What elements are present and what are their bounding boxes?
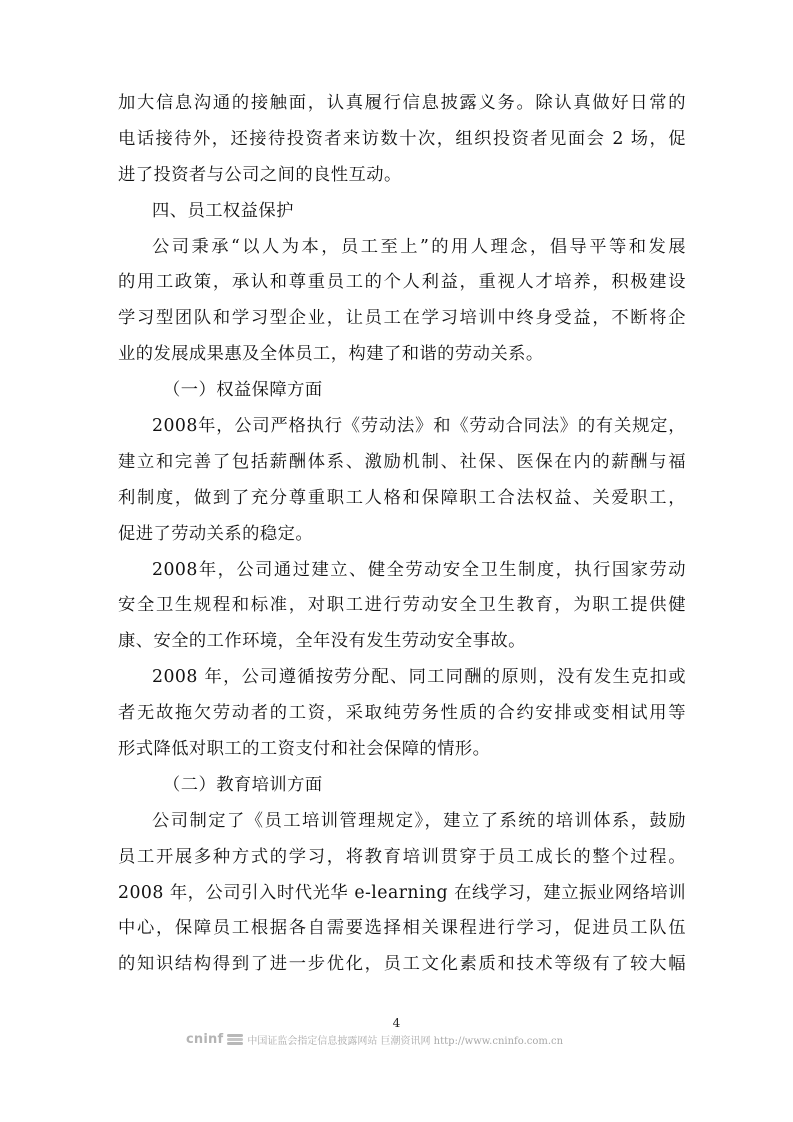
- paragraph-line: 安全卫生规程和标准，对职工进行劳动安全卫生教育，为职工提供健: [118, 595, 686, 616]
- body-text: [118, 86, 686, 983]
- cninfo-logo-text: cninf: [186, 1031, 224, 1047]
- paragraph-line: 形式降低对职工的工资支付和社会保障的情形。: [118, 739, 491, 760]
- paragraph-line: 员工开展多种方式的学习，将教育培训贯穿于员工成长的整个过程。: [118, 846, 686, 867]
- paragraph-line: 业的发展成果惠及全体员工，构建了和谐的劳动关系。: [118, 344, 544, 365]
- paragraph-line: 促进了劳动关系的稳定。: [118, 523, 314, 544]
- paragraph-line: 2008 年，公司引入时代光华 e-learning 在线学习，建立振业网络培训: [118, 882, 686, 903]
- paragraph-line: 利制度，做到了充分尊重职工人格和保障职工合法权益、关爱职工，: [118, 487, 686, 508]
- paragraph-line: 公司制定了《员工培训管理规定》，建立了系统的培训体系，鼓励: [152, 810, 686, 831]
- paragraph-line: 进了投资者与公司之间的良性互动。: [118, 164, 402, 185]
- paragraph-line: 2008 年，公司遵循按劳分配、同工同酬的原则，没有发生克扣或: [152, 667, 686, 688]
- paragraph-line: 2008年，公司通过建立、健全劳动安全卫生制度，执行国家劳动: [152, 559, 686, 580]
- subsection-heading: （二）教育培训方面: [163, 774, 323, 795]
- footer-source-line: 中国证监会指定信息披露网站 巨潮资讯网 http://www.cninfo.com.cn: [247, 1035, 564, 1047]
- paragraph-line: 的知识结构得到了进一步优化，员工文化素质和技术等级有了较大幅: [118, 954, 686, 975]
- paragraph-line: 康、安全的工作环境，全年没有发生劳动安全事故。: [118, 631, 526, 652]
- paragraph-line: 建立和完善了包括薪酬体系、激励机制、社保、医保在内的薪酬与福: [118, 451, 686, 472]
- paragraph-line: 电话接待外，还接待投资者来访数十次，组织投资者见面会 2 场，促: [118, 128, 686, 149]
- cninfo-logo-icon: [227, 1032, 243, 1046]
- paragraph-line: 加大信息沟通的接触面，认真履行信息披露义务。除认真做好日常的: [118, 93, 686, 113]
- paragraph-line: 公司秉承“以人为本，员工至上”的用人理念，倡导平等和发展: [152, 236, 686, 257]
- page-number: 4: [392, 1016, 401, 1030]
- paragraph-line: 中心，保障员工根据各自需要选择相关课程进行学习，促进员工队伍: [118, 918, 686, 939]
- paragraph-line: 2008年，公司严格执行《劳动法》和《劳动合同法》的有关规定，: [152, 416, 686, 437]
- section-heading: 四、员工权益保护: [152, 200, 294, 221]
- subsection-heading: （一）权益保障方面: [163, 380, 323, 401]
- footer-banner: [186, 1030, 563, 1048]
- paragraph-line: 的用工政策，承认和尊重员工的个人利益，重视人才培养，积极建设: [118, 272, 686, 293]
- paragraph-line: 者无故拖欠劳动者的工资，采取纯劳务性质的合约安排或变相试用等: [118, 703, 686, 724]
- paragraph-line: 学习型团队和学习型企业，让员工在学习培训中终身受益，不断将企: [118, 308, 686, 329]
